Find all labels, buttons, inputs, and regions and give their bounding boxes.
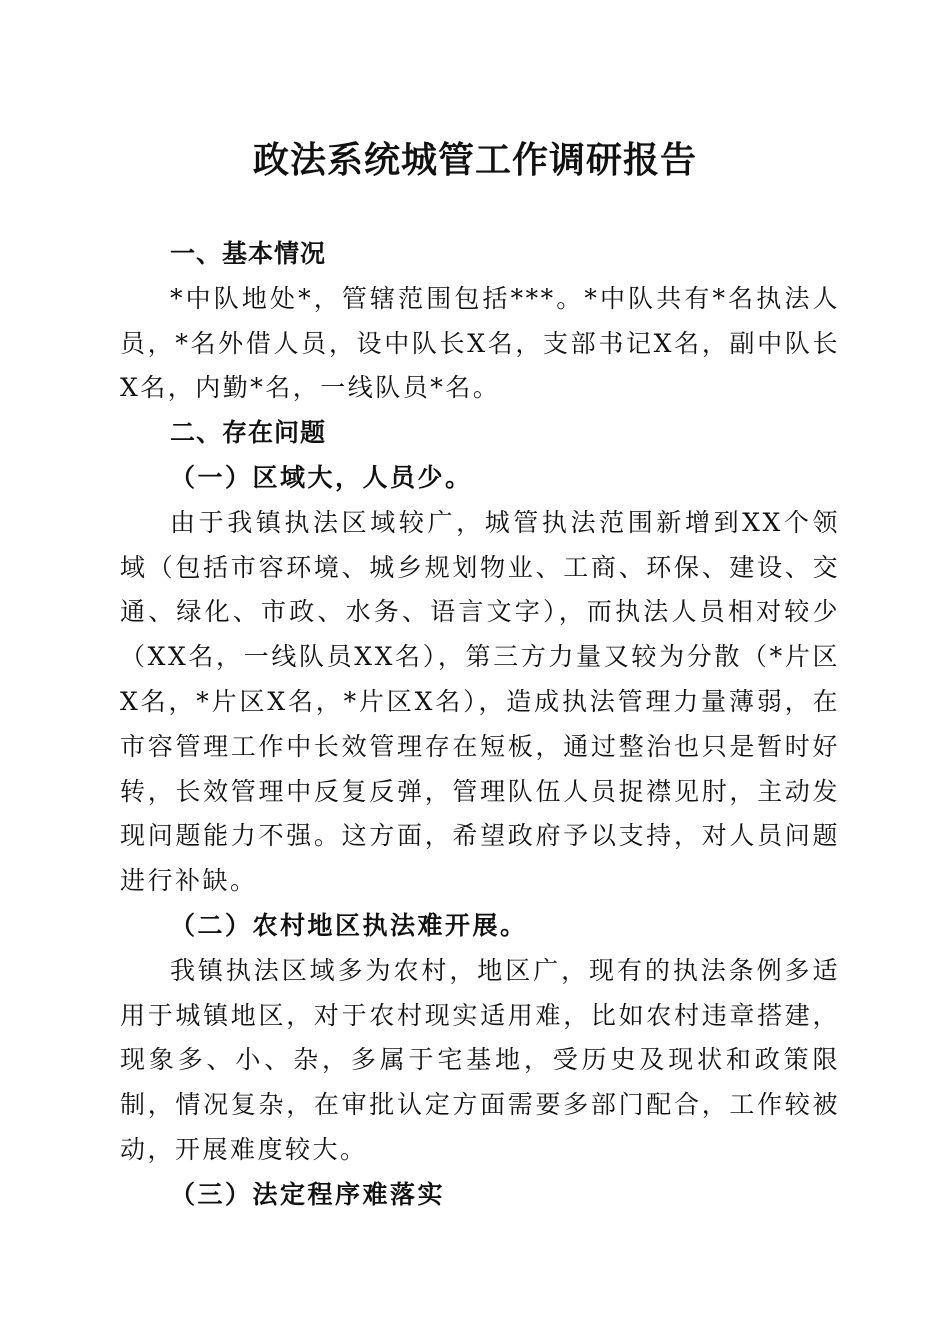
paragraph-rural-enforcement: 我镇执法区域多为农村，地区广，现有的执法条例多适用于城镇地区，对于农村现实适用难，比如农村违章搭建，现象多、小、杂，多属于宅基地，受历史及现状和政策限制，情况复杂，在审批认定方面需要多部门配合，工作较被动，开展难度较大。 bbox=[120, 955, 840, 1164]
document-title: 政法系统城管工作调研报告 bbox=[252, 139, 697, 181]
paragraph-basic-situation: *中队地处*，管辖范围包括***。*中队共有*名执法人员，*名外借人员，设中队长X名，支部书记X名，副中队长X名，内勤*名，一线队员*名。 bbox=[120, 283, 840, 403]
paragraph-area-large-staff-few: 由于我镇执法区域较广，城管执法范围新增到XX个领域（包括市容环境、城乡规划物业、工商、环保、建设、交通、绿化、市政、水务、语言文字），而执法人员相对较少（XX名，一线队员XX名），第三方力量又较为分散（*片区X名，*片区X名，*片区X名），造成执法管理力量薄弱，在市容管理工作中长效管理存在短板，通过整治也只是暂时好转，长效管理中反复反弹，管理队伍人员捉襟见肘，主动发现问题能力不强。这方面，希望政府予以支持，对人员问题进行补缺。 bbox=[120, 507, 840, 896]
subheading-legal-procedures: （三）法定程序难落实 bbox=[170, 1179, 446, 1209]
section-heading-problems: 二、存在问题 bbox=[170, 418, 327, 448]
document-body bbox=[120, 232, 840, 1218]
subheading-rural-enforcement: （二）农村地区执法难开展。 bbox=[170, 910, 528, 940]
section-heading-basic-situation: 一、基本情况 bbox=[170, 239, 327, 268]
subheading-area-large-staff-few: （一）区域大，人员少。 bbox=[170, 462, 473, 492]
